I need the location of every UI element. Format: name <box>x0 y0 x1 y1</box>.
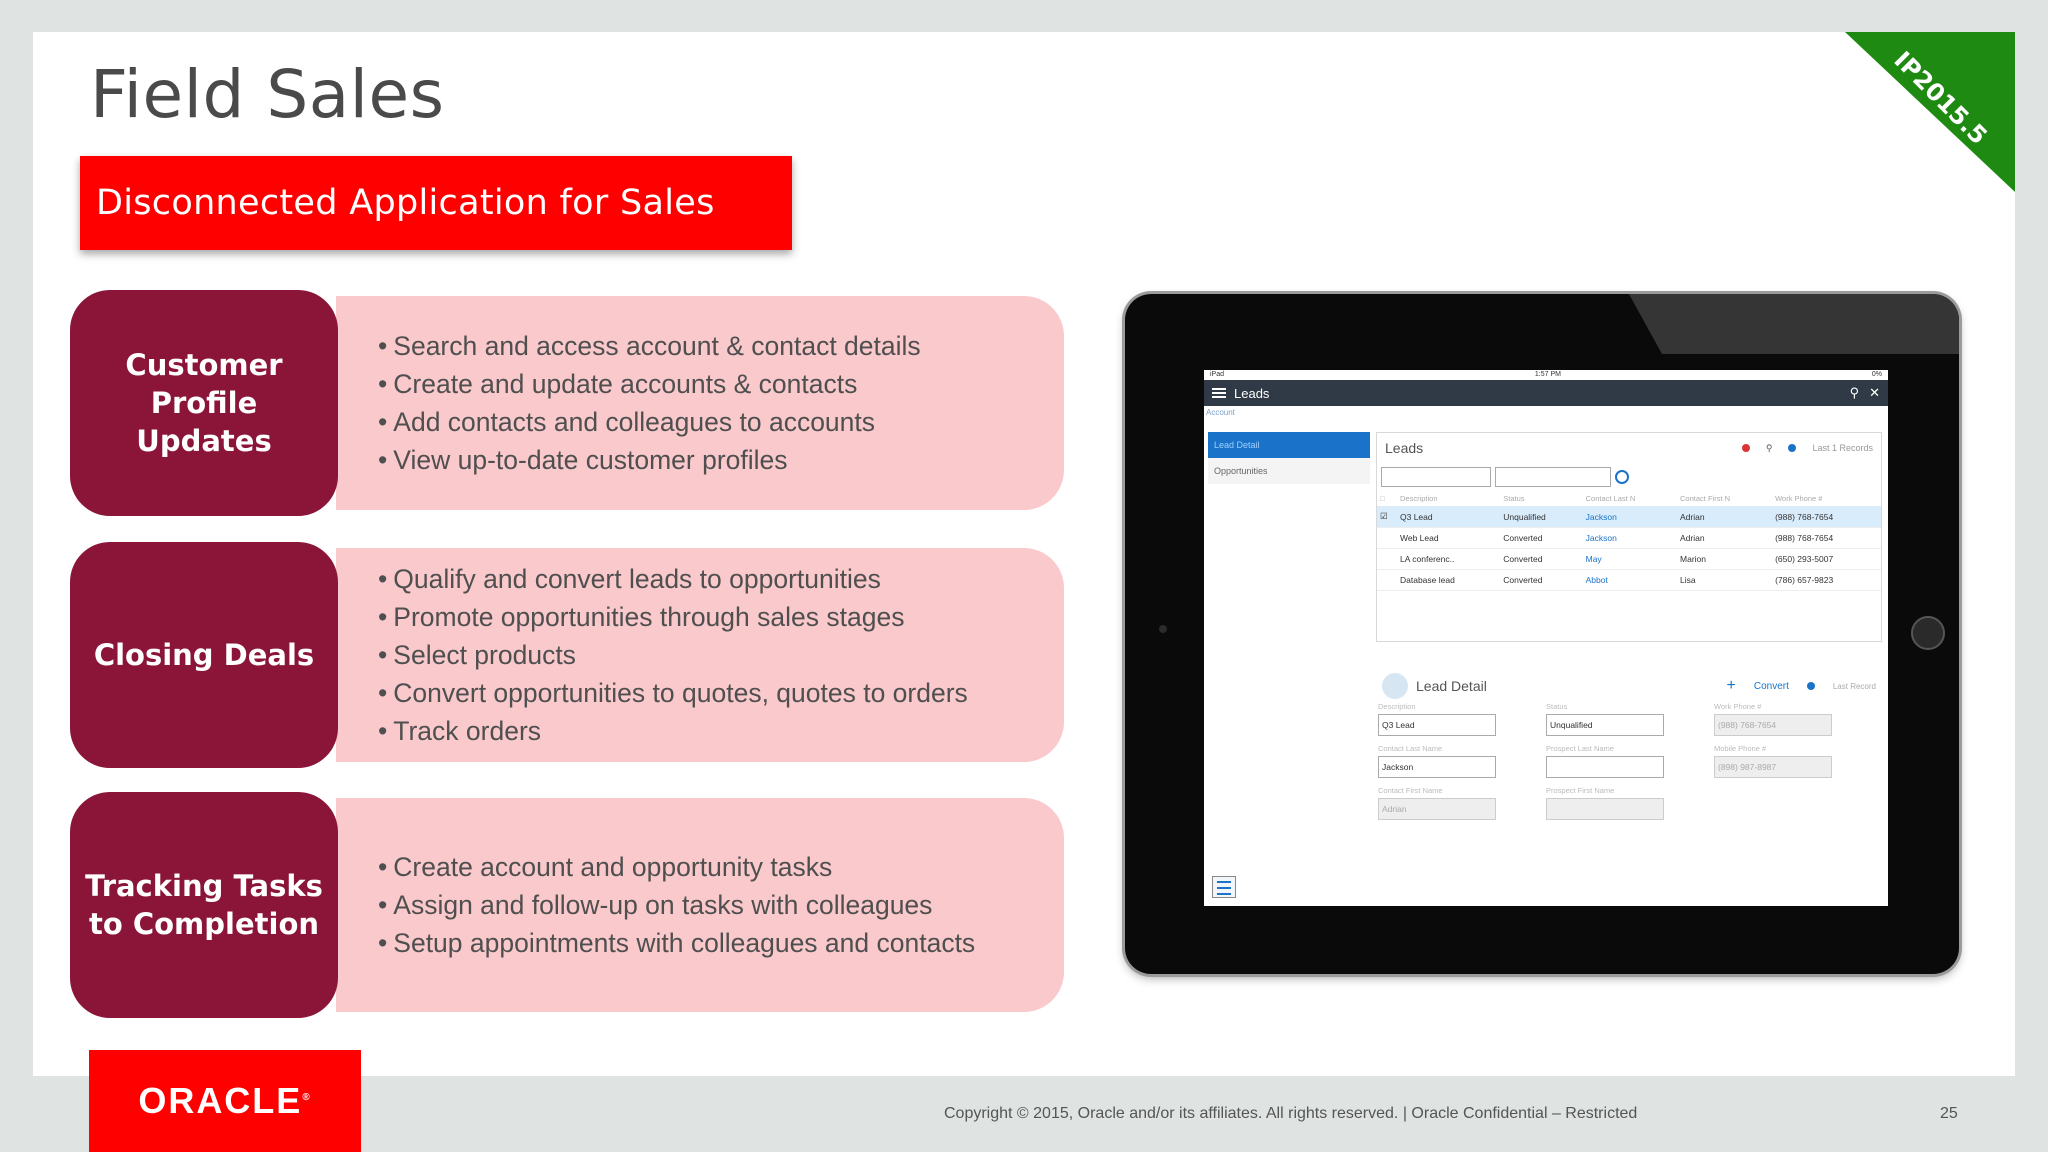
copyright-footer: Copyright © 2015, Oracle and/or its affiliates. All rights reserved. | Oracle Confidential – Restricted <box>944 1105 1638 1122</box>
bullet-item: • Setup appointments with colleagues and contacts <box>378 924 1064 962</box>
cell-contact-last-link[interactable]: Jackson <box>1583 528 1677 549</box>
feature-label-tracking-tasks: Tracking Tasks to Completion <box>70 792 338 1018</box>
status-time: 1:57 PM <box>1534 371 1561 378</box>
bullet-item: • View up-to-date customer profiles <box>378 441 1064 479</box>
cell-status: Converted <box>1500 570 1582 591</box>
list-menu-icon[interactable] <box>1212 876 1236 898</box>
column-header[interactable]: Work Phone # <box>1775 494 1823 503</box>
column-header[interactable]: Contact First N <box>1680 494 1731 503</box>
field-label: Contact Last Name <box>1378 744 1443 753</box>
logo-registered-mark: ® <box>302 1092 312 1103</box>
left-nav <box>1208 432 1370 484</box>
field-label: Status <box>1546 702 1568 711</box>
bullet-item: • Qualify and convert leads to opportunities <box>378 560 1064 598</box>
gear-icon[interactable] <box>1788 444 1796 452</box>
cell-description: Web Lead <box>1397 528 1500 549</box>
column-header[interactable]: Contact Last N <box>1585 494 1636 503</box>
subtitle-banner <box>80 156 792 250</box>
cell-contact-first: Marion <box>1677 549 1772 570</box>
leads-table <box>1377 491 1881 591</box>
column-header[interactable]: Status <box>1503 494 1525 503</box>
field-label: Description <box>1378 702 1416 711</box>
bullet-item: • Track orders <box>378 712 1064 750</box>
status-device: iPad <box>1210 371 1225 378</box>
feature-bullets-closing-deals <box>336 548 1064 762</box>
records-count: Last 1 Records <box>1812 443 1873 453</box>
avatar <box>1382 673 1408 699</box>
cell-status: Converted <box>1500 528 1582 549</box>
cell-description: Q3 Lead <box>1397 506 1500 528</box>
bullet-item: • Create account and opportunity tasks <box>378 848 1064 886</box>
cell-work-phone: (988) 768-7654 <box>1772 528 1881 549</box>
status-battery: 0% <box>1871 371 1882 378</box>
lead-detail-panel <box>1376 670 1882 900</box>
close-icon[interactable]: ✕ <box>1869 385 1880 400</box>
cell-contact-first: Adrian <box>1677 528 1772 549</box>
camera-icon <box>1159 625 1167 633</box>
lead-detail-title: Lead Detail <box>1416 678 1487 694</box>
cell-description: LA conferenc.. <box>1397 549 1500 570</box>
prospect-first-name-field[interactable] <box>1546 798 1664 820</box>
status-select[interactable]: Unqualified <box>1546 714 1664 736</box>
row-checkbox[interactable] <box>1377 570 1397 591</box>
bullet-item: • Convert opportunities to quotes, quotes to orders <box>378 674 1064 712</box>
convert-button[interactable]: Convert <box>1753 680 1789 692</box>
lead-detail-fields <box>1376 702 1882 828</box>
cell-contact-first: Lisa <box>1677 570 1772 591</box>
description-field[interactable]: Q3 Lead <box>1378 714 1496 736</box>
nav-item-lead-detail[interactable]: Lead Detail <box>1208 432 1370 458</box>
row-checkbox[interactable] <box>1377 528 1397 549</box>
leads-list-panel <box>1376 432 1882 642</box>
bullet-item: • Select products <box>378 636 1064 674</box>
logo-text: ORACLE <box>138 1080 303 1121</box>
table-row[interactable] <box>1377 528 1881 549</box>
prospect-last-name-field[interactable] <box>1546 756 1664 778</box>
page-title: Field Sales <box>90 56 445 133</box>
feature-label-customer-profile: Customer Profile Updates <box>70 290 338 516</box>
app-bar <box>1204 380 1888 406</box>
bullet-item: • Promote opportunities through sales stages <box>378 598 1064 636</box>
contact-first-name-field[interactable]: Adrian <box>1378 798 1496 820</box>
contact-last-name-field[interactable]: Jackson <box>1378 756 1496 778</box>
bullet-item: • Assign and follow-up on tasks with colleagues <box>378 886 1064 924</box>
row-checkbox[interactable] <box>1377 549 1397 570</box>
work-phone-field[interactable]: (988) 768-7654 <box>1714 714 1832 736</box>
cell-status: Converted <box>1500 549 1582 570</box>
cell-contact-first: Adrian <box>1677 506 1772 528</box>
status-bar <box>1204 370 1888 380</box>
bullet-item: • Search and access account & contact details <box>378 327 1064 365</box>
release-corner-ribbon <box>1845 32 2015 192</box>
filter-field-select[interactable] <box>1381 467 1491 487</box>
field-label: Prospect First Name <box>1546 786 1615 795</box>
oracle-logo <box>89 1050 361 1152</box>
table-row[interactable] <box>1377 570 1881 591</box>
cell-description: Database lead <box>1397 570 1500 591</box>
feature-label-closing-deals: Closing Deals <box>70 542 338 768</box>
table-row[interactable] <box>1377 506 1881 528</box>
field-label: Work Phone # <box>1714 702 1762 711</box>
field-label: Prospect Last Name <box>1546 744 1614 753</box>
field-label: Contact First Name <box>1378 786 1443 795</box>
mobile-phone-field[interactable]: (898) 987-8987 <box>1714 756 1832 778</box>
cell-status: Unqualified <box>1500 506 1582 528</box>
cell-contact-last-link[interactable]: Abbot <box>1583 570 1677 591</box>
app-title: Leads <box>1234 385 1270 401</box>
table-row[interactable] <box>1377 549 1881 570</box>
page-number: 25 <box>1940 1105 1958 1122</box>
hamburger-menu-icon[interactable] <box>1212 386 1226 400</box>
delete-icon[interactable] <box>1742 444 1750 452</box>
search-icon[interactable]: ⚲ <box>1849 385 1860 400</box>
cell-contact-last-link[interactable]: Jackson <box>1583 506 1677 528</box>
subtitle-banner-text: Disconnected Application for Sales <box>96 183 715 223</box>
leads-list-title: Leads <box>1385 440 1424 456</box>
cell-work-phone: (988) 768-7654 <box>1772 506 1881 528</box>
breadcrumb[interactable]: Account <box>1206 408 1235 417</box>
select-all-checkbox[interactable]: □ <box>1380 494 1385 503</box>
feature-bullets-customer-profile <box>336 296 1064 510</box>
cell-contact-last-link[interactable]: May <box>1583 549 1677 570</box>
search-icon[interactable]: ⚲ <box>1765 442 1773 453</box>
release-tag: IP2015.5 <box>1888 45 1993 151</box>
go-arrow-icon[interactable] <box>1615 470 1629 484</box>
nav-item-opportunities[interactable]: Opportunities <box>1208 458 1370 484</box>
tablet-screen <box>1204 370 1888 906</box>
feature-bullets-tracking-tasks <box>336 798 1064 1012</box>
gear-icon[interactable] <box>1807 682 1815 690</box>
field-label: Mobile Phone # <box>1714 744 1767 753</box>
add-icon[interactable]: + <box>1726 677 1736 694</box>
record-nav[interactable]: Last Record <box>1832 681 1876 691</box>
column-header[interactable]: Description <box>1400 494 1438 503</box>
cell-work-phone: (786) 657-9823 <box>1772 570 1881 591</box>
filter-value-input[interactable] <box>1495 467 1611 487</box>
bullet-item: • Create and update accounts & contacts <box>378 365 1064 403</box>
row-checkbox-checked-icon[interactable]: ☑ <box>1377 506 1397 528</box>
bullet-item: • Add contacts and colleagues to accounts <box>378 403 1064 441</box>
home-button-icon <box>1911 616 1945 650</box>
cell-work-phone: (650) 293-5007 <box>1772 549 1881 570</box>
